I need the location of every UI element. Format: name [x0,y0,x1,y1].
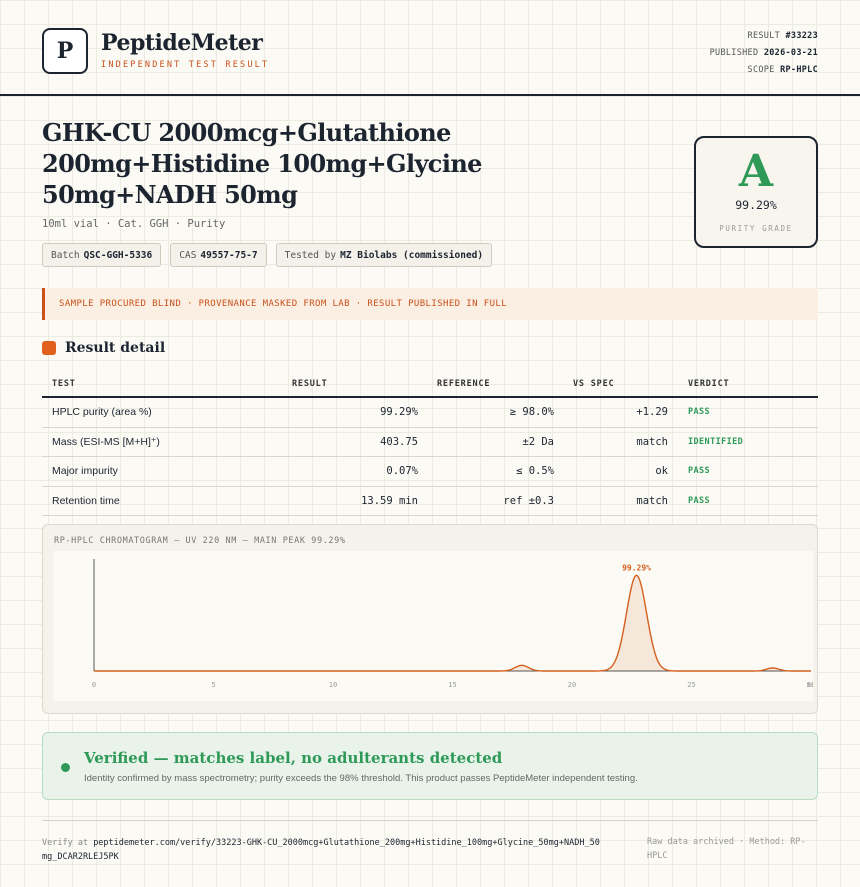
cas-chip: CAS 49557-75-7 [170,243,266,267]
header-vs-spec: VS SPEC [573,379,615,389]
tested-by-chip: Tested by MZ Biolabs (commissioned) [276,243,492,267]
section-marker-icon [42,341,56,355]
row-result: 0.07% [386,465,418,478]
x-tick-label: 5 [211,681,216,689]
product-subline: 10ml vial · Cat. GGH · Purity [42,218,226,230]
table-row [42,457,818,487]
trace-fill [94,575,811,671]
row-vs-spec: match [636,435,668,448]
meta-published: PUBLISHED 2026-03-21 [709,48,818,58]
x-unit-label: m [806,681,811,689]
row-test: Mass (ESI-MS [M+H]⁺) [52,435,160,448]
verified-status-icon [61,763,70,772]
row-verdict: IDENTIFIED [688,436,744,447]
product-chips [42,243,492,267]
row-verdict: PASS [688,466,711,477]
row-vs-spec: match [636,494,668,507]
row-reference: ±2 Da [522,435,554,448]
section-title: Result detail [65,340,166,356]
grade-label: PURITY GRADE [719,224,793,233]
row-reference: ≥ 98.0% [509,406,554,419]
report-header [0,0,860,96]
peak-label: 99.29% [622,563,651,573]
logo-letter: P [56,38,74,64]
purity-grade-card [694,136,818,248]
row-verdict: PASS [688,495,711,506]
header-reference: REFERENCE [437,379,491,389]
verified-title: Verified — matches label, no adulterants detected [84,749,503,767]
verify-link[interactable]: peptidemeter.com/verify/33223-GHK-CU_2000mcg+Glutathione_200mg+Histidine_100mg+Glycine_50mg+NADH_50mg_DCAR2RLEJ5PK [42,838,600,862]
table-row [42,398,818,428]
row-test: Major impurity [52,465,118,478]
banner-text: SAMPLE PROCURED BLIND · PROVENANCE MASKED FROM LAB · RESULT PUBLISHED IN FULL [59,299,508,309]
row-vs-spec: +1.29 [636,406,668,419]
row-test: HPLC purity (area %) [52,406,152,419]
row-reference: ref ±0.3 [503,494,554,507]
row-reference: ≤ 0.5% [516,465,554,478]
logo [42,28,88,74]
x-tick-label: 3 [806,681,811,689]
meta-result: RESULT #33223 [747,31,818,41]
section-header [42,340,165,356]
product-title: GHK-CU 2000mcg+Glutathione 200mg+Histidine 100mg+Glycine 50mg+NADH 50mg [42,118,482,209]
row-result: 13.59 min [361,494,418,507]
verify-line [42,836,602,864]
brand-subtitle: INDEPENDENT TEST RESULT [101,60,270,70]
brand-name: PeptideMeter [101,30,263,56]
footer-divider [42,820,818,821]
verify-prefix: Verify at [42,838,89,848]
table-row [42,428,818,458]
chromatogram-chart [53,551,813,701]
row-verdict: PASS [688,407,711,418]
meta-scope: SCOPE RP-HPLC [747,65,818,75]
result-meta [710,28,818,79]
table-row [42,487,818,517]
x-tick-label: 0 [91,681,97,689]
blind-sample-banner [42,288,818,320]
verified-panel [42,732,818,800]
batch-chip: Batch QSC-GGH-5336 [42,243,161,267]
header-verdict: VERDICT [688,379,730,389]
grade-letter: A [738,146,774,197]
x-tick-label: 10 [328,681,338,689]
verified-description: Identity confirmed by mass spectrometry; purity exceeds the 98% threshold. This product passes PeptideMeter independent testing. [84,773,638,784]
result-table [42,372,818,516]
x-tick-label: 25 [687,681,696,689]
header-result: RESULT [292,379,328,389]
chromatogram-card [42,524,818,714]
chart-area [53,551,813,701]
chart-title: RP-HPLC CHROMATOGRAM — UV 220 NM — MAIN PEAK 99.29% [54,536,346,546]
x-tick-label: 15 [448,681,457,689]
row-vs-spec: ok [655,465,668,478]
table-header [42,372,818,398]
x-tick-label: 20 [567,681,577,689]
chromatogram-trace [94,575,811,671]
grade-percent: 99.29% [735,198,777,212]
row-result: 403.75 [380,435,418,448]
archive-note: Raw data archived · Method: RP-HPLC [647,837,806,861]
row-result: 99.29% [380,406,418,419]
row-test: Retention time [52,494,120,507]
header-test: TEST [52,379,76,389]
